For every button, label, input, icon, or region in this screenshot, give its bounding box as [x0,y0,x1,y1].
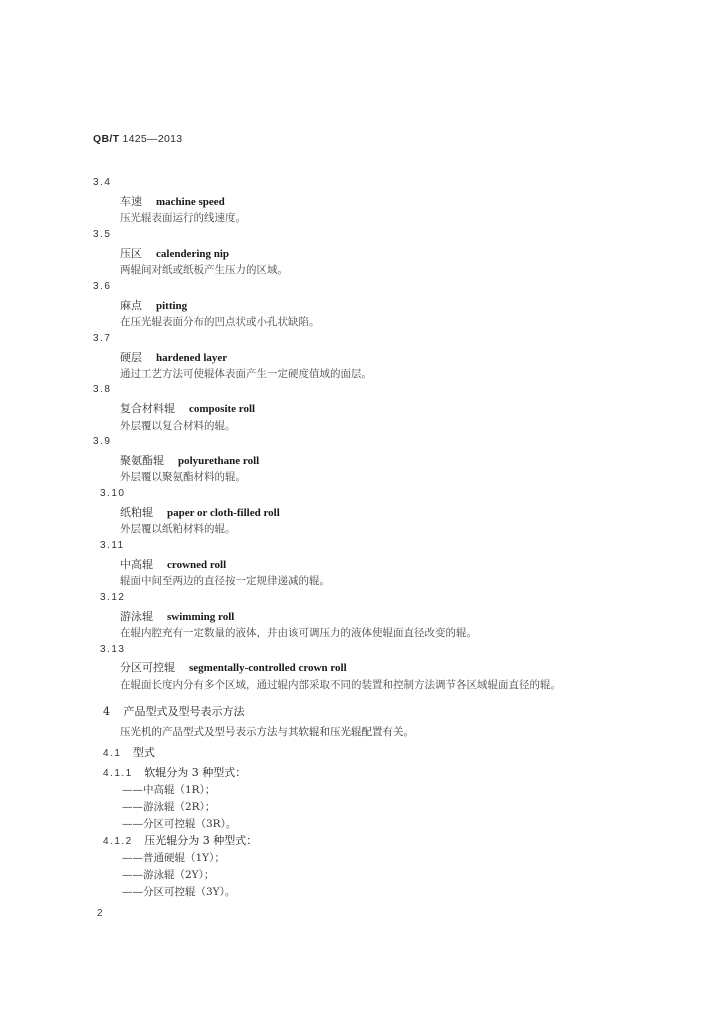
term-zh: 麻点 [120,299,142,312]
term [120,452,259,468]
subsection-number: 4.1.2 [103,836,133,847]
term-en: hardened layer [156,352,228,364]
term [120,659,347,675]
definition: 两辊间对纸或纸板产生压力的区域。 [120,264,288,276]
term-en: polyurethane roll [178,455,260,467]
clause-number: 3.13 [100,644,126,655]
term-en: swimming roll [167,611,235,623]
definition: 压光辊表面运行的线速度。 [120,212,246,224]
subsection-title: 压光辊分为 3 种型式： [144,834,258,847]
term-en: crowned roll [167,559,227,571]
term-zh: 游泳辊 [120,610,153,623]
term [120,349,227,365]
subsection-heading [103,832,257,848]
list-item: ——中高辊（1R）； [122,784,216,796]
definition: 在辊内腔充有一定数量的液体，并由该可调压力的液体使辊面直径改变的辊。 [120,627,477,639]
subsection-number: 4.1 [103,748,122,759]
definition: 辊面中间至两边的直径按一定规律递减的辊。 [120,575,330,587]
term-en: pitting [156,300,188,312]
term-zh: 分区可控辊 [120,661,175,674]
section-intro: 压光机的产品型式及型号表示方法与其软辊和压光辊配置有关。 [120,726,414,738]
clause-number: 3.4 [93,177,112,188]
section-title: 产品型式及型号表示方法 [123,705,245,718]
clause-number: 3.7 [93,333,112,344]
term [120,297,187,313]
page-number: 2 [97,908,103,919]
subsection-number: 4.1.1 [103,768,133,779]
subsection-title: 软辊分为 3 种型式： [144,766,247,779]
term-zh: 车速 [120,195,142,208]
list-item: ——分区可控辊（3R）。 [122,818,237,830]
definition: 外层覆以复合材料的辊。 [120,420,236,432]
term-zh: 复合材料辊 [120,402,175,415]
term [120,245,229,261]
term [120,608,234,624]
definition: 在辊面长度内分有多个区域，通过辊内部采取不同的装置和控制方法调节各区域辊面直径的辊。 [120,679,561,691]
term [120,504,280,520]
clause-number: 3.9 [93,436,112,447]
term-zh: 压区 [120,247,142,260]
definition: 通过工艺方法可使辊体表面产生一定硬度值域的面层。 [120,368,372,380]
section-number: 4 [103,705,110,718]
list-item: ——普通硬辊（1Y）； [122,852,225,864]
term [120,400,255,416]
list-item: ——分区可控辊（3Y）。 [122,886,236,898]
term [120,556,226,572]
subsection-heading [103,764,246,780]
list-item: ——游泳辊（2Y）； [122,869,215,881]
term [120,193,225,209]
term-zh: 中高辊 [120,558,153,571]
definition: 在压光辊表面分布的凹点状或小孔状缺陷。 [120,316,320,328]
term-zh: 纸粕辊 [120,506,153,519]
subsection-heading [103,744,155,760]
clause-number: 3.10 [100,488,126,499]
standard-header [93,133,182,145]
term-en: machine speed [156,196,225,208]
term-zh: 聚氨酯辊 [120,454,164,467]
list-item: ——游泳辊（2R）； [122,801,216,813]
term-en: paper or cloth-filled roll [167,507,280,519]
definition: 外层覆以聚氨酯材料的辊。 [120,471,246,483]
clause-number: 3.11 [100,540,125,551]
clause-number: 3.12 [100,592,126,603]
term-en: segmentally-controlled crown roll [189,662,347,674]
section-heading [103,703,245,719]
standard-code: QB/T [93,133,120,145]
term-en: composite roll [189,403,256,415]
term-zh: 硬层 [120,351,142,364]
clause-number: 3.6 [93,281,112,292]
clause-number: 3.8 [93,384,112,395]
definition: 外层覆以纸粕材料的辊。 [120,523,236,535]
term-en: calendering nip [156,248,230,260]
subsection-title: 型式 [132,746,155,759]
standard-number: 1425—2013 [122,133,183,145]
clause-number: 3.5 [93,229,112,240]
